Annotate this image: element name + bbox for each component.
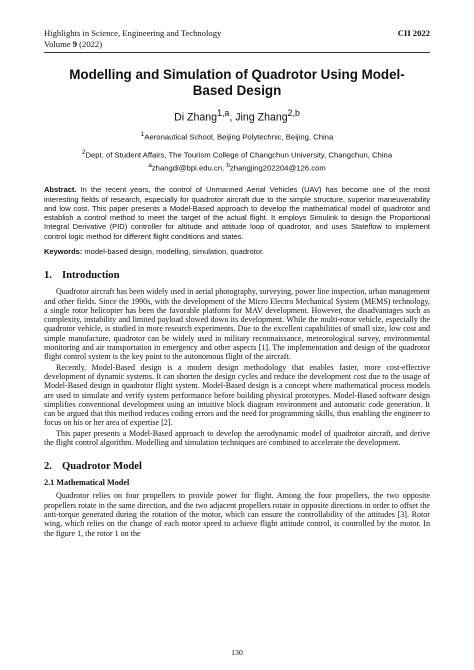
author-name: Jing Zhang bbox=[235, 111, 288, 124]
section-heading-introduction: 1. Introduction bbox=[44, 270, 120, 282]
author-superscript: 1,a bbox=[217, 108, 230, 118]
conference-label: CII 2022 bbox=[397, 28, 430, 38]
abstract-text: In the recent years, the control of Unmanned Aerial Vehicles (UAV) has become one of the most interesting fields of research, especially for quadrotor aircraft due to the simple structure, superior maneuverability and low cost. This paper presents a Model-Based approach to develop the mathematical model of quadrotor and establish a control method to meet the target of the actual flight. It employs Simulink to design the Proportional Integral Derivative (PID) controller for altitude and attitude loop of quadrotor, and uses Stateflow to implement control logic method for different flight conditions and states. bbox=[44, 185, 430, 241]
keywords bbox=[44, 247, 430, 256]
header-rule bbox=[44, 52, 430, 53]
author-list bbox=[44, 107, 430, 125]
body-paragraph: Quadrotor aircraft has been widely used in aerial photography, surveying, power line inspection, urban management and other fields. Since the 1990s, with the development of the Micro Electro Mechanical System (MEMS) technology, a single rotor helicopter has been the favorable platform for MAV development. However, the disadvantages such as complexity, instability and limited payload slowed down its development. While the multi-rotor vehicle, especially the quadrotor vehicle, is studied in more research experiments. Due to the excellent capabilities of small size, low cost and simple manufacture, quadrotor can be widely used in military reconnaissance, meteorological survey, environmental monitoring and air transportation in emergency and other aspects [1]. The implementation and design of the quadrotor flight control system is the key point to the autonomous flight of the aircraft. bbox=[44, 287, 430, 362]
author-separator: , bbox=[229, 111, 236, 124]
author-superscript: 2,b bbox=[287, 108, 300, 118]
affiliation-1: $^1$Aeronautical School, Beijing Polytechnic, Beijing, China bbox=[140, 130, 334, 142]
subsection-heading: 2.1 Mathematical Model bbox=[44, 478, 130, 488]
body-paragraph: This paper presents a Model-Based approach to develop the aerodynamic model of quadrotor aircraft, and derive the flight control algorithm. Modelling and simulation techniques are combined to accelerate the development. bbox=[44, 428, 430, 448]
page-number: 130 bbox=[231, 648, 243, 657]
author-name: Di Zhang bbox=[174, 111, 218, 124]
affiliation-2: $^2$Dept. of Student Affairs, The Tourism College of Changchun University, Changchun, China bbox=[81, 149, 393, 160]
running-header bbox=[44, 28, 430, 39]
keywords-label: Keywords: bbox=[44, 247, 83, 256]
paper-title: Modelling and Simulation of Quadrotor Using Model-Based Design bbox=[69, 67, 405, 98]
body-paragraph: Recently, Model-Based design is a modern design methodology that enables faster, more cost-effective development of dynamic systems. It can shorten the design cycles and reduce the development cost due to the usage of Model-Based design in quadrotor flight system. Model-Based design is a concept where mathematical process models are used to simulate and verify system performance before building physical prototypes. Model-Based software design simplifies conventional development using an intuitive block diagram environment and automatic code generation. It can be argued that this method reduces coding errors and the need for programming skills, thus enabling the engineer to focus on his or her area of expertise [2]. bbox=[44, 362, 430, 428]
author-emails: $^a$zhangdi@bpi.edu.cn, $^b$zhangjing202204@126.com bbox=[148, 161, 326, 173]
volume-info: Volume 9 (2022) bbox=[44, 39, 103, 49]
abstract bbox=[44, 185, 430, 241]
section-heading-quadrotor-model: 2. Quadrotor Model bbox=[44, 461, 142, 473]
abstract-label: Abstract. bbox=[44, 185, 77, 195]
body-paragraph: Quadrotor relies on four propellers to provide power for flight. Among the four propellers, the two opposite propellers rotate in the same direction, and the two adjacent propellers rotate in opposite directions in order to offset the anti-torque generated during the rotation of the motor, which can ensure the controllability of the attitudes [3]. Rotor wing, which relies on the change of each motor speed to achieve flight attitude control, is controlled by the motor. In the figure 1, the rotor 1 on the bbox=[44, 491, 430, 538]
keywords-text: model-based design, modelling, simulation, quadrotor. bbox=[82, 247, 265, 256]
volume-line bbox=[44, 39, 430, 50]
journal-name: Highlights in Science, Engineering and Technology bbox=[44, 28, 222, 38]
